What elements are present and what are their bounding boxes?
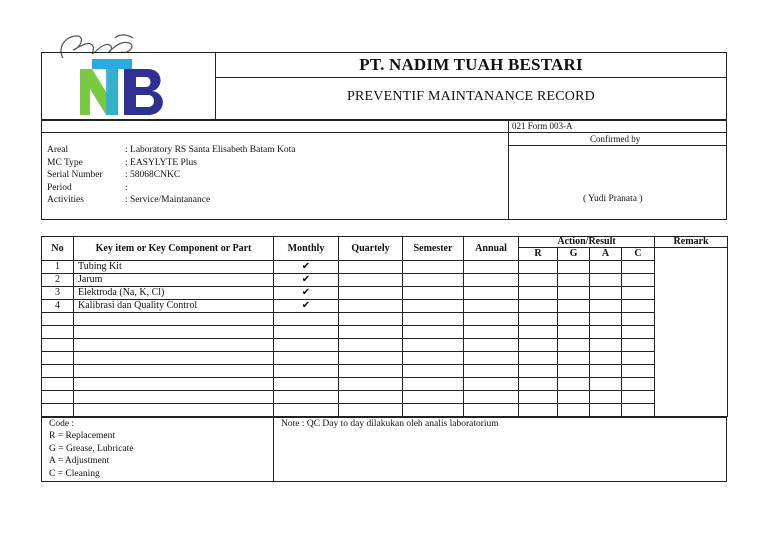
info-label-areal: Areal — [47, 145, 69, 155]
row-item: Kalibrasi dan Quality Control — [74, 300, 274, 313]
footer-divider — [273, 417, 274, 482]
row-monthly-check: ✔ — [274, 261, 339, 274]
row-no: 3 — [42, 287, 74, 300]
row-monthly-check: ✔ — [274, 274, 339, 287]
table-row-empty — [42, 339, 728, 352]
remark-cell — [655, 248, 728, 417]
header-no: No — [42, 237, 74, 261]
row-item: Tubing Kit — [74, 261, 274, 274]
table-row-empty — [42, 378, 728, 391]
note-text: Note : QC Day to day dilakukan oleh analis laboratorium — [281, 419, 499, 429]
header-c: C — [622, 248, 655, 261]
header-quartely: Quartely — [339, 237, 403, 261]
table-row — [42, 300, 728, 313]
table-row-empty — [42, 313, 728, 326]
row-item: Elektroda (Na, K, Cl) — [74, 287, 274, 300]
info-label-serial: Serial Number — [47, 170, 103, 180]
info-value-activities: : Service/Maintanance — [125, 195, 211, 205]
info-value-serial: : 58068CNKC — [125, 170, 181, 180]
info-label-mctype: MC Type — [47, 158, 83, 168]
header-item: Key item or Key Component or Part — [74, 237, 274, 261]
table-row-empty — [42, 404, 728, 417]
info-label-activities: Activities — [47, 195, 84, 205]
confirmed-by-name: ( Yudi Pranata ) — [583, 194, 643, 204]
confirm-line — [508, 145, 727, 146]
maintenance-table — [41, 236, 728, 417]
info-value-period: : — [125, 183, 128, 193]
table-row — [42, 287, 728, 300]
info-value-areal: : Laboratory RS Santa Elisabeth Batam Kota — [125, 145, 296, 155]
header-annual: Annual — [464, 237, 519, 261]
table-row-empty — [42, 352, 728, 365]
header-action-result: Action/Result — [519, 237, 655, 248]
record-title: PREVENTIF MAINTANANCE RECORD — [347, 89, 595, 104]
row-item: Jarum — [74, 274, 274, 287]
code-item: A = Adjustment — [49, 456, 110, 466]
info-label-period: Period — [47, 183, 72, 193]
row-no: 4 — [42, 300, 74, 313]
header-semester: Semester — [403, 237, 464, 261]
info-divider — [508, 120, 509, 220]
row-monthly-check: ✔ — [274, 287, 339, 300]
company-logo — [78, 57, 172, 117]
confirmed-by-label: Confirmed by — [590, 134, 641, 144]
code-item: C = Cleaning — [49, 469, 100, 479]
header-a: A — [590, 248, 622, 261]
header-r: R — [519, 248, 558, 261]
row-monthly-check: ✔ — [274, 300, 339, 313]
company-name: PT. NADIM TUAH BESTARI — [359, 55, 583, 74]
header-remark: Remark — [655, 237, 728, 248]
info-value-mctype: : EASYLYTE Plus — [125, 158, 197, 168]
header-monthly: Monthly — [274, 237, 339, 261]
table-row — [42, 274, 728, 287]
row-no: 1 — [42, 261, 74, 274]
code-item: R = Replacement — [49, 431, 116, 441]
table-row — [42, 261, 728, 274]
code-title: Code : — [49, 419, 75, 429]
table-row-empty — [42, 326, 728, 339]
row-no: 2 — [42, 274, 74, 287]
form-number: 021 Form 003-A — [512, 121, 573, 131]
header-g: G — [558, 248, 590, 261]
info-top-line — [41, 132, 727, 133]
header-hdivider — [215, 77, 727, 78]
code-item: G = Grease, Lubricate — [49, 444, 134, 454]
table-row-empty — [42, 391, 728, 404]
table-row-empty — [42, 365, 728, 378]
